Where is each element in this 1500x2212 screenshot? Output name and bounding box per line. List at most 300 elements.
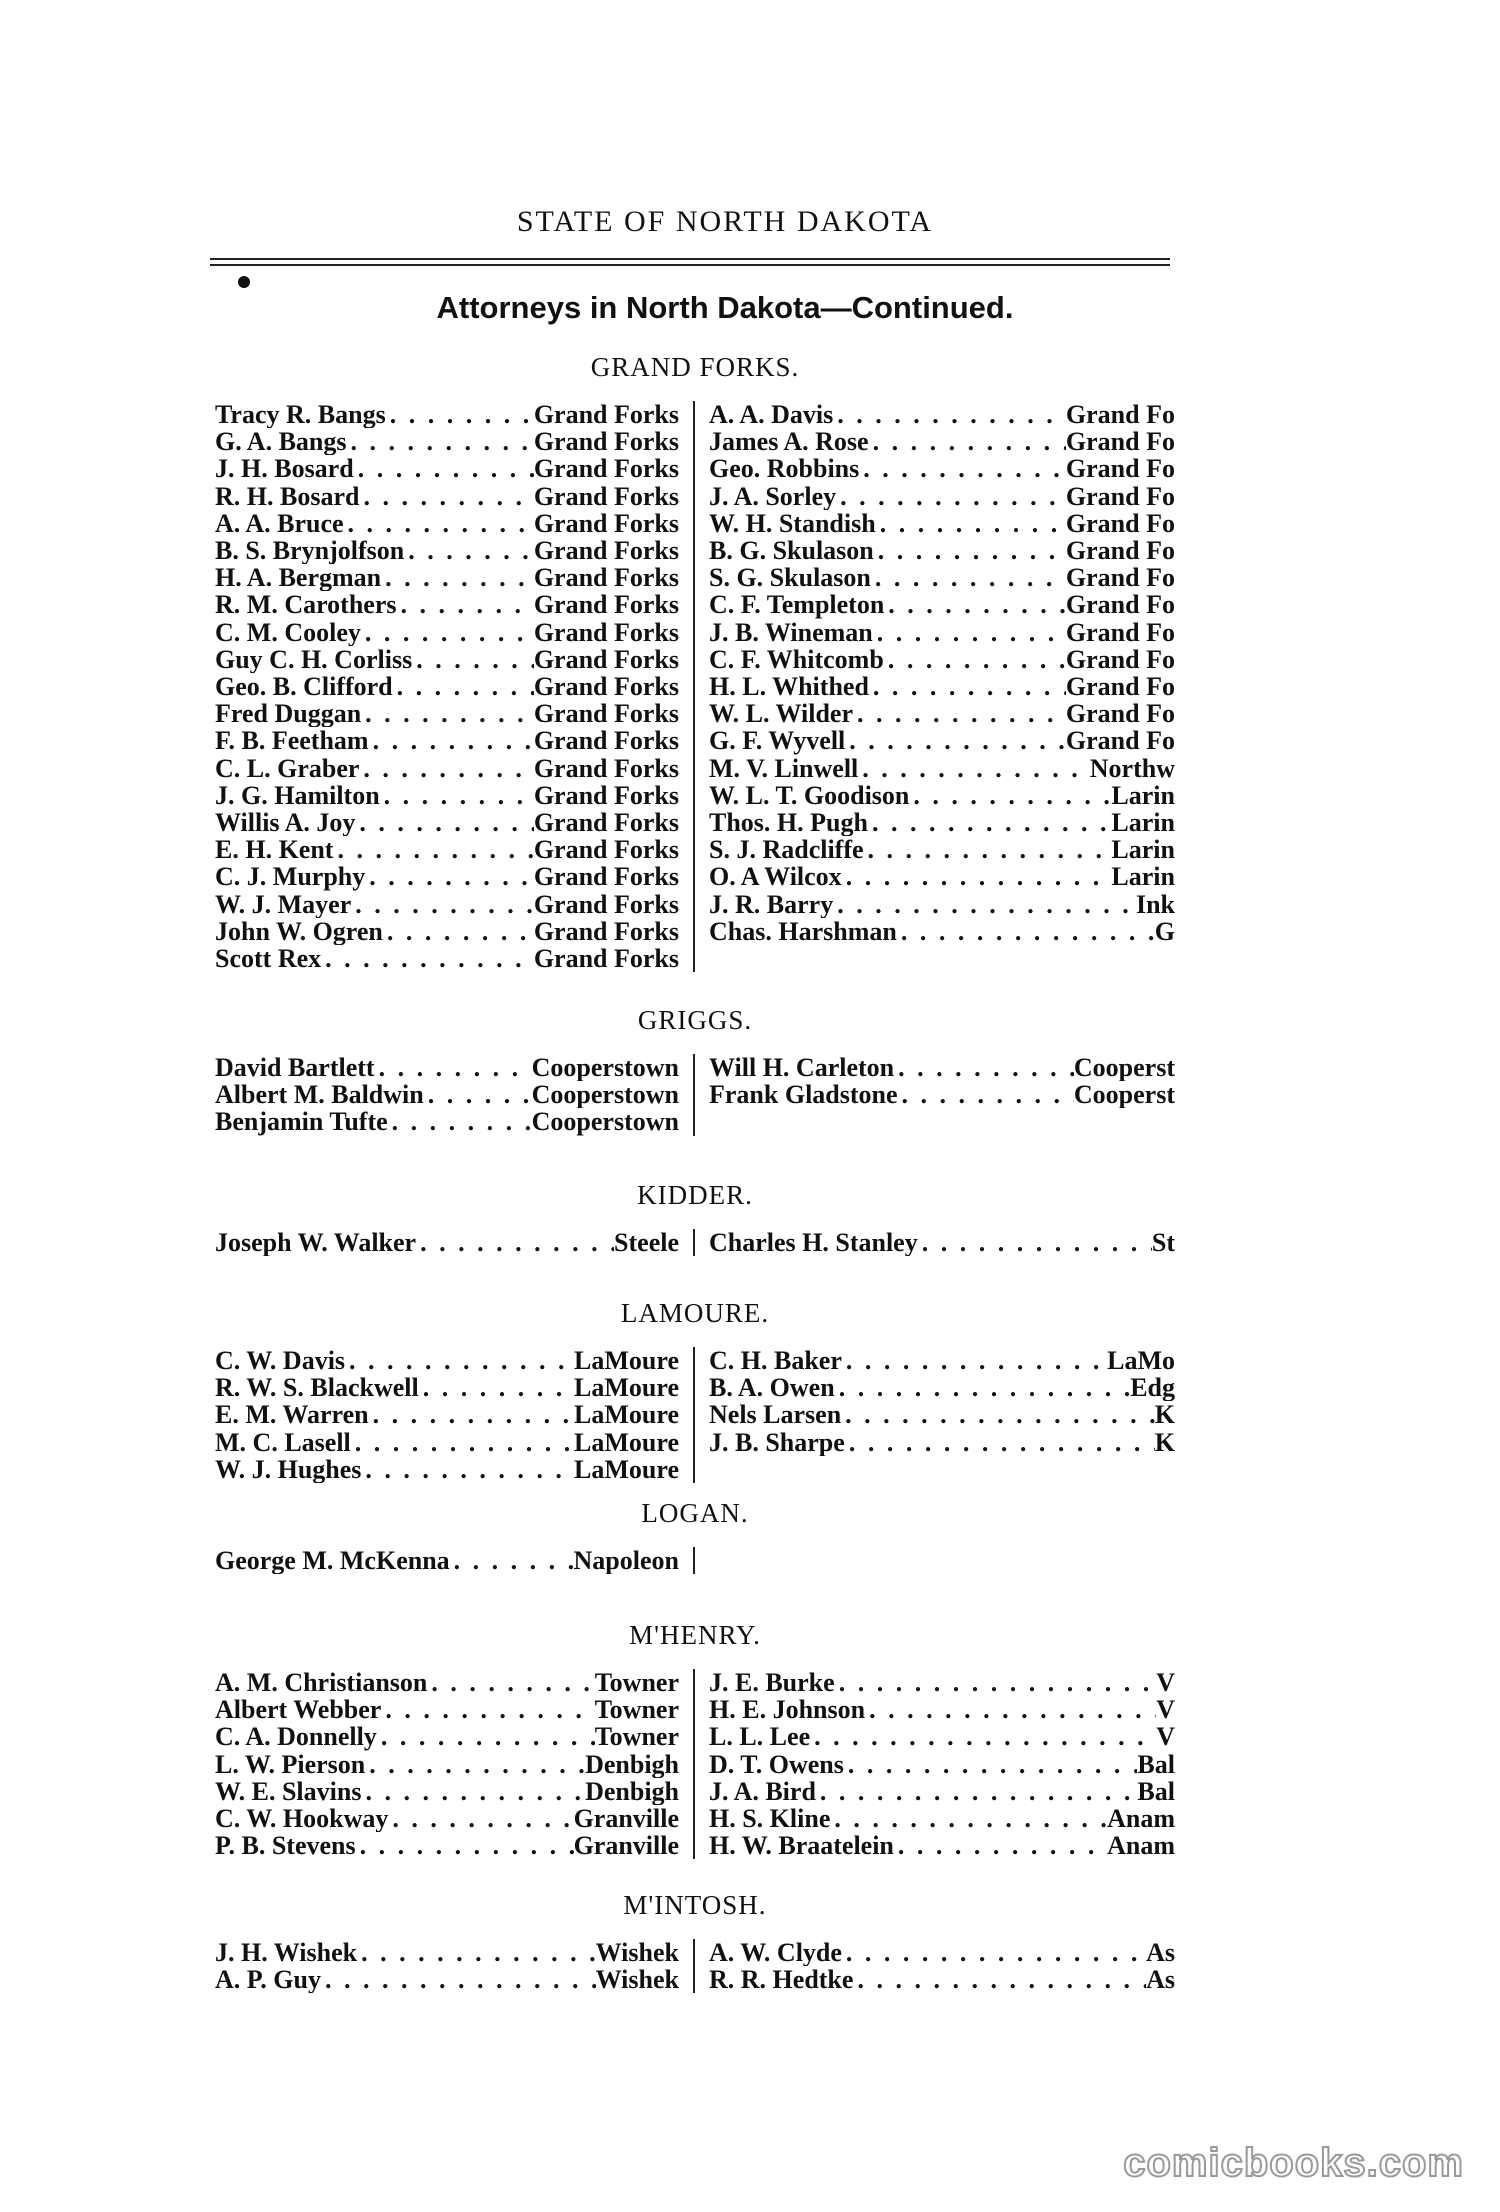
attorney-town: Larin — [1111, 836, 1175, 864]
attorney-town: Bal — [1137, 1750, 1175, 1778]
county-section — [215, 1498, 1175, 1574]
attorney-name: J. B. Sharpe — [709, 1428, 845, 1456]
right-column — [695, 1229, 1175, 1256]
leader-dots — [381, 564, 534, 591]
attorney-entry — [709, 673, 1175, 700]
leader-dots — [874, 537, 1066, 564]
county-section — [215, 1180, 1175, 1256]
attorney-name: S. G. Skulason — [709, 564, 871, 592]
leader-dots — [859, 455, 1066, 482]
attorney-entry — [709, 591, 1175, 618]
attorney-name: C. W. Hookway — [215, 1805, 389, 1833]
attorney-entry — [215, 537, 679, 564]
attorney-name: M. C. Lasell — [215, 1428, 351, 1456]
attorney-name: J. A. Sorley — [709, 482, 837, 510]
attorney-entry — [709, 1751, 1175, 1778]
leader-dots — [450, 1547, 574, 1574]
attorney-name: J. B. Wineman — [709, 618, 873, 646]
attorney-entry — [709, 619, 1175, 646]
leader-dots — [361, 700, 534, 727]
attorney-town: Grand Forks — [533, 781, 679, 810]
leader-dots — [361, 1456, 574, 1483]
leader-dots — [404, 537, 534, 564]
attorney-name: A. A. Bruce — [215, 509, 344, 538]
attorney-town: Grand Fo — [1065, 509, 1175, 538]
attorney-entry — [709, 455, 1175, 482]
attorney-entry — [215, 1669, 679, 1696]
attorney-entry — [215, 727, 679, 754]
leader-dots — [894, 1832, 1107, 1859]
leader-dots — [869, 673, 1066, 700]
attorney-town: LaMoure — [574, 1428, 679, 1456]
leader-dots — [833, 891, 1136, 918]
attorney-name: E. H. Kent — [215, 836, 334, 864]
leader-dots — [351, 1429, 574, 1456]
attorney-town: Larin — [1111, 863, 1175, 891]
leader-dots — [816, 1778, 1138, 1805]
attorney-town: LaMoure — [574, 1374, 679, 1402]
attorney-name: George M. McKenna — [215, 1547, 450, 1575]
attorney-name: Fred Duggan — [215, 700, 362, 728]
attorney-entry — [215, 646, 679, 673]
right-column — [695, 1547, 1175, 1574]
attorney-town: LaMoure — [574, 1347, 679, 1375]
attorney-entry — [215, 1081, 679, 1108]
attorney-town: Larin — [1111, 809, 1175, 837]
attorney-name: L. L. Lee — [709, 1723, 811, 1751]
attorney-town: Grand Fo — [1065, 618, 1175, 646]
attorney-town: Grand Forks — [533, 809, 679, 837]
attorney-entry — [215, 1456, 679, 1483]
attorney-columns — [215, 401, 1175, 972]
attorney-entry — [215, 1805, 679, 1832]
leader-dots — [842, 1347, 1107, 1374]
attorney-entry — [709, 1229, 1175, 1256]
attorney-town: As — [1146, 1939, 1175, 1967]
attorney-name: Scott Rex — [215, 945, 322, 973]
attorney-entry — [709, 1401, 1175, 1428]
attorney-name: A. W. Clyde — [709, 1939, 842, 1967]
attorney-entry — [709, 727, 1175, 754]
leader-dots — [909, 782, 1111, 809]
leader-dots — [361, 619, 534, 646]
leader-dots — [897, 918, 1155, 945]
attorney-entry — [215, 1832, 679, 1859]
attorney-entry — [709, 1081, 1175, 1108]
attorney-columns — [215, 1347, 1175, 1483]
attorney-town: G — [1154, 917, 1175, 946]
attorney-town: Edg — [1130, 1374, 1175, 1402]
leader-dots — [369, 1401, 574, 1428]
attorney-town: Larin — [1111, 781, 1175, 810]
attorney-town: As — [1146, 1966, 1175, 1994]
county-heading: GRIGGS. — [637, 1005, 753, 1035]
attorney-entry — [709, 401, 1175, 428]
attorney-entry — [709, 1429, 1175, 1456]
leader-dots — [365, 863, 534, 890]
attorney-town: Towner — [594, 1669, 679, 1697]
attorney-town: Anam — [1107, 1805, 1175, 1833]
county-section — [215, 1005, 1175, 1136]
attorney-town: Grand Forks — [533, 428, 679, 456]
attorney-name: J. H. Bosard — [215, 455, 354, 483]
attorney-name: R. R. Hedtke — [709, 1966, 854, 1994]
attorney-name: Willis A. Joy — [215, 809, 356, 837]
attorney-name: J. G. Hamilton — [215, 781, 380, 810]
leader-dots — [884, 591, 1066, 618]
left-column — [215, 1347, 695, 1483]
attorney-entry — [215, 1778, 679, 1805]
attorney-entry — [709, 1723, 1175, 1750]
attorney-name: O. A Wilcox — [709, 863, 842, 891]
attorney-name: H. E. Johnson — [709, 1696, 866, 1724]
attorney-name: Geo. B. Clifford — [215, 673, 393, 701]
attorney-entry — [709, 646, 1175, 673]
attorney-entry — [215, 401, 679, 428]
leader-dots — [868, 809, 1111, 836]
attorney-columns — [215, 1054, 1175, 1136]
attorney-entry — [215, 1374, 679, 1401]
attorney-entry — [215, 1229, 679, 1256]
leader-dots — [386, 401, 534, 428]
attorney-entry — [709, 1939, 1175, 1966]
attorney-name: B. G. Skulason — [709, 537, 874, 565]
attorney-entry — [215, 619, 679, 646]
attorney-town: Wishek — [595, 1966, 679, 1994]
leader-dots — [354, 455, 534, 482]
attorney-name: Tracy R. Bangs — [215, 401, 386, 429]
leader-dots — [393, 673, 534, 700]
attorney-name: C. A. Donnelly — [215, 1723, 377, 1751]
leader-dots — [810, 1723, 1156, 1750]
attorney-name: Geo. Robbins — [709, 455, 860, 483]
right-column — [695, 1347, 1175, 1483]
attorney-town: Wishek — [595, 1939, 679, 1967]
attorney-entry — [709, 809, 1175, 836]
leader-dots — [853, 1966, 1146, 1993]
attorney-name: John W. Ogren — [215, 917, 383, 946]
attorney-name: James A. Rose — [709, 428, 869, 456]
attorney-columns — [215, 1669, 1175, 1859]
attorney-town: Ink — [1135, 890, 1175, 918]
leader-dots — [864, 836, 1112, 863]
attorney-town: Grand Fo — [1065, 673, 1175, 701]
leader-dots — [375, 1054, 532, 1081]
leader-dots — [369, 727, 534, 754]
attorney-town: Grand Forks — [533, 591, 679, 619]
attorney-name: M. V. Linwell — [709, 754, 859, 782]
attorney-name: L. W. Pierson — [215, 1750, 366, 1778]
attorney-town: Steele — [614, 1229, 679, 1257]
attorney-entry — [215, 1401, 679, 1428]
attorney-town: Grand Forks — [533, 673, 679, 701]
attorney-name: B. A. Owen — [709, 1374, 835, 1402]
attorney-entry — [709, 1832, 1175, 1859]
attorney-town: Grand Fo — [1065, 482, 1175, 510]
county-heading: M'HENRY. — [629, 1620, 761, 1650]
attorney-town: Denbigh — [585, 1750, 679, 1778]
attorney-name: J. H. Wishek — [215, 1939, 358, 1967]
attorney-town: K — [1154, 1401, 1175, 1429]
attorney-town: Towner — [594, 1696, 679, 1724]
attorney-name: R. H. Bosard — [215, 482, 360, 510]
attorney-town: Grand Forks — [533, 482, 679, 510]
attorney-town: LaMo — [1107, 1347, 1175, 1375]
leader-dots — [841, 1401, 1155, 1428]
leader-dots — [871, 564, 1066, 591]
attorney-entry — [709, 510, 1175, 537]
leader-dots — [381, 1696, 594, 1723]
attorney-town: Grand Forks — [533, 401, 679, 429]
attorney-town: Grand Fo — [1065, 591, 1175, 619]
leader-dots — [845, 727, 1066, 754]
attorney-town: Grand Forks — [533, 509, 679, 538]
attorney-entry — [215, 1939, 679, 1966]
attorney-entry — [215, 1696, 679, 1723]
leader-dots — [388, 1805, 573, 1832]
attorney-name: A. M. Christianson — [215, 1669, 428, 1697]
attorney-name: Nels Larsen — [709, 1401, 842, 1429]
attorney-entry — [215, 1429, 679, 1456]
attorney-entry — [215, 1054, 679, 1081]
leader-dots — [344, 510, 534, 537]
leader-dots — [830, 1805, 1107, 1832]
attorney-town: Grand Forks — [533, 537, 679, 565]
attorney-town: Cooperstown — [531, 1081, 679, 1109]
attorney-name: P. B. Stevens — [215, 1832, 356, 1860]
attorney-name: H. A. Bergman — [215, 564, 382, 592]
attorney-entry — [215, 891, 679, 918]
leader-dots — [365, 1751, 585, 1778]
attorney-name: Albert M. Baldwin — [215, 1081, 424, 1109]
attorney-name: Charles H. Stanley — [709, 1229, 918, 1257]
attorney-name: W. H. Standish — [709, 509, 876, 538]
attorney-entry — [215, 483, 679, 510]
attorney-entry — [215, 700, 679, 727]
attorney-town: St — [1151, 1229, 1175, 1257]
leader-dots — [377, 1723, 595, 1750]
attorney-town: Grand Fo — [1065, 700, 1175, 728]
attorney-entry — [709, 483, 1175, 510]
attorney-town: Cooperstown — [531, 1054, 679, 1082]
attorney-entry — [709, 428, 1175, 455]
attorney-town: Grand Forks — [533, 727, 679, 755]
attorney-name: C. F. Whitcomb — [709, 645, 884, 674]
attorney-name: Chas. Harshman — [709, 917, 897, 946]
left-column — [215, 1054, 695, 1136]
attorney-entry — [215, 1347, 679, 1374]
attorney-entry — [709, 1669, 1175, 1696]
attorney-entry — [709, 564, 1175, 591]
attorney-town: Granville — [573, 1832, 679, 1860]
leader-dots — [380, 782, 534, 809]
attorney-name: H. S. Kline — [709, 1805, 831, 1833]
attorney-entry — [709, 1054, 1175, 1081]
header-rule-bottom — [210, 264, 1170, 266]
leader-dots — [356, 1832, 574, 1859]
left-column — [215, 1547, 695, 1574]
watermark: comicbooks.com — [1123, 2141, 1464, 2185]
attorney-name: G. F. Wyvell — [709, 727, 846, 755]
attorney-town: LaMoure — [574, 1455, 679, 1484]
attorney-name: C. H. Baker — [709, 1347, 842, 1375]
left-column — [215, 1669, 695, 1859]
attorney-entry — [215, 945, 679, 972]
attorney-town: Grand Fo — [1065, 401, 1175, 429]
leader-dots — [836, 483, 1066, 510]
county-section — [215, 352, 1175, 972]
attorney-name: J. R. Barry — [709, 890, 834, 918]
attorney-name: Thos. H. Pugh — [709, 809, 868, 837]
attorney-name: A. A. Davis — [709, 401, 834, 429]
leader-dots — [865, 1696, 1156, 1723]
leader-dots — [845, 1429, 1155, 1456]
attorney-entry — [215, 1751, 679, 1778]
attorney-name: H. L. Whithed — [709, 673, 869, 701]
attorney-name: H. W. Braatelein — [709, 1832, 894, 1860]
county-heading: KIDDER. — [637, 1180, 753, 1210]
attorney-entry — [709, 1374, 1175, 1401]
ink-dot — [238, 276, 250, 288]
leader-dots — [898, 1081, 1074, 1108]
attorney-name: R. M. Carothers — [215, 591, 397, 619]
attorney-name: W. L. T. Goodison — [709, 781, 910, 810]
attorney-name: E. M. Warren — [215, 1401, 369, 1429]
attorney-entry — [215, 564, 679, 591]
attorney-entry — [215, 455, 679, 482]
leader-dots — [357, 1939, 596, 1966]
leader-dots — [835, 1374, 1131, 1401]
attorney-columns — [215, 1547, 1175, 1574]
attorney-entry — [709, 700, 1175, 727]
attorney-entry — [215, 1547, 679, 1574]
leader-dots — [419, 1374, 574, 1401]
attorney-entry — [215, 809, 679, 836]
attorney-name: J. E. Burke — [709, 1669, 835, 1697]
header-rule-top — [210, 258, 1170, 260]
attorney-name: W. E. Slavins — [215, 1777, 362, 1806]
leader-dots — [876, 510, 1066, 537]
leader-dots — [321, 1966, 596, 1993]
attorney-name: F. B. Feetham — [215, 727, 369, 755]
attorney-town: V — [1156, 1669, 1175, 1697]
attorney-columns — [215, 1939, 1175, 1993]
attorney-name: W. J. Mayer — [215, 890, 352, 918]
leader-dots — [359, 483, 533, 510]
attorney-name: D. T. Owens — [709, 1750, 844, 1778]
attorney-town: Northw — [1089, 754, 1175, 782]
attorney-name: W. L. Wilder — [709, 700, 854, 728]
attorney-entry — [215, 755, 679, 782]
leader-dots — [424, 1081, 532, 1108]
attorney-name: W. J. Hughes — [215, 1455, 362, 1484]
attorney-entry — [709, 836, 1175, 863]
leader-dots — [835, 1669, 1157, 1696]
right-column — [695, 1939, 1175, 1993]
attorney-town: Grand Forks — [533, 863, 679, 891]
attorney-entry — [709, 755, 1175, 782]
leader-dots — [427, 1669, 594, 1696]
attorney-name: J. A. Bird — [709, 1777, 816, 1806]
attorney-name: C. W. Davis — [215, 1347, 346, 1375]
attorney-name: A. P. Guy — [215, 1966, 321, 1994]
attorney-town: Cooperst — [1073, 1081, 1175, 1109]
leader-dots — [383, 918, 534, 945]
attorney-entry — [215, 591, 679, 618]
attorney-town: Grand Forks — [533, 700, 679, 728]
attorney-town: Napoleon — [573, 1547, 679, 1575]
attorney-entry — [215, 836, 679, 863]
attorney-name: Albert Webber — [215, 1696, 382, 1724]
attorney-town: Grand Forks — [533, 618, 679, 646]
leader-dots — [842, 863, 1112, 890]
attorney-entry — [709, 1778, 1175, 1805]
attorney-entry — [709, 891, 1175, 918]
attorney-name: Benjamin Tufte — [215, 1108, 388, 1136]
leader-dots — [351, 891, 534, 918]
right-column — [695, 1669, 1175, 1859]
leader-dots — [842, 1939, 1146, 1966]
attorney-name: C. J. Murphy — [215, 863, 366, 891]
attorney-town: Grand Fo — [1065, 564, 1175, 592]
attorney-entry — [215, 673, 679, 700]
attorney-name: Will H. Carleton — [709, 1054, 895, 1082]
leader-dots — [853, 700, 1066, 727]
attorney-entry — [215, 428, 679, 455]
left-column — [215, 1939, 695, 1993]
attorney-entry — [215, 863, 679, 890]
attorney-town: V — [1156, 1696, 1175, 1724]
attorney-name: Frank Gladstone — [709, 1081, 898, 1109]
attorney-name: R. W. S. Blackwell — [215, 1374, 419, 1402]
county-section — [215, 1620, 1175, 1859]
attorney-name: B. S. Brynjolfson — [215, 537, 405, 565]
attorney-town: Grand Forks — [533, 564, 679, 592]
attorney-name: David Bartlett — [215, 1054, 375, 1082]
attorney-entry — [215, 510, 679, 537]
county-section — [215, 1890, 1175, 1993]
county-heading: LAMOURE. — [620, 1298, 770, 1328]
left-column — [215, 401, 695, 972]
attorney-entry — [709, 863, 1175, 890]
attorney-entry — [709, 1347, 1175, 1374]
attorney-name: C. L. Graber — [215, 754, 360, 782]
leader-dots — [321, 945, 534, 972]
leader-dots — [869, 428, 1066, 455]
attorney-entry — [215, 1723, 679, 1750]
attorney-town: Cooperst — [1073, 1054, 1175, 1082]
attorney-town: LaMoure — [574, 1401, 679, 1429]
leader-dots — [873, 619, 1066, 646]
leader-dots — [833, 401, 1066, 428]
document-title: Attorneys in North Dakota—Continued. — [436, 290, 1014, 325]
leader-dots — [884, 646, 1066, 673]
attorney-town: Denbigh — [585, 1777, 679, 1806]
attorney-entry — [215, 1108, 679, 1135]
leader-dots — [333, 836, 533, 863]
attorney-entry — [709, 1966, 1175, 1993]
attorney-town: Grand Fo — [1065, 428, 1175, 456]
leader-dots — [347, 428, 534, 455]
attorney-town: Grand Forks — [533, 917, 679, 946]
right-column — [695, 401, 1175, 972]
attorney-town: Towner — [594, 1723, 679, 1751]
leader-dots — [359, 755, 533, 782]
leader-dots — [396, 591, 533, 618]
attorney-entry — [709, 1805, 1175, 1832]
attorney-town: Anam — [1107, 1832, 1175, 1860]
leader-dots — [416, 1229, 614, 1256]
